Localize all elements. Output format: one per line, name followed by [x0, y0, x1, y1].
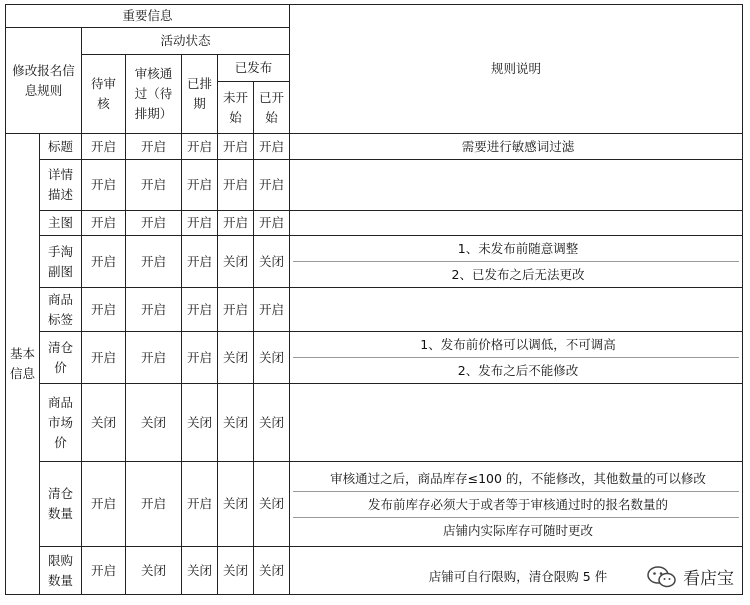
rule-note-cell [290, 332, 743, 384]
status-cell: 关闭 [254, 547, 290, 595]
field-label: 标题 [40, 134, 82, 160]
wechat-logo-icon [647, 566, 677, 588]
rule-note: 店铺内实际库存可随时更改 [293, 517, 739, 543]
rule-note-cell [290, 288, 743, 332]
status-cell: 开启 [218, 160, 254, 211]
status-cell: 关闭 [254, 236, 290, 288]
status-cell: 开启 [126, 462, 182, 547]
table-row [6, 134, 743, 160]
rule-note-cell [290, 134, 743, 160]
rule-note: 需要进行敏感词过滤 [461, 139, 575, 154]
field-label: 主图 [40, 211, 82, 236]
rules-desc-header: 规则说明 [290, 5, 743, 134]
status-cell: 关闭 [126, 547, 182, 595]
status-cell: 关闭 [218, 384, 254, 462]
field-label: 清仓价 [40, 332, 82, 384]
status-cell: 开启 [126, 332, 182, 384]
rule-note: 2、已发布之后无法更改 [293, 261, 739, 287]
table-row [6, 384, 743, 462]
table-row [6, 288, 743, 332]
status-cell: 开启 [218, 288, 254, 332]
status-cell: 关闭 [218, 462, 254, 547]
not-started-header: 未开始 [218, 82, 254, 134]
status-cell: 开启 [126, 211, 182, 236]
status-cell: 开启 [254, 288, 290, 332]
rule-note: 店铺可自行限购，清仓限购 5 件 [428, 568, 608, 584]
status-cell: 开启 [254, 211, 290, 236]
field-label: 商品市场价 [40, 384, 82, 462]
rule-note-cell [290, 236, 743, 288]
status-cell: 开启 [126, 160, 182, 211]
field-label: 商品标签 [40, 288, 82, 332]
status-cell: 开启 [182, 160, 218, 211]
scheduled-header: 已排期 [182, 55, 218, 134]
status-cell: 开启 [126, 134, 182, 160]
status-cell: 开启 [126, 288, 182, 332]
table-row [6, 332, 743, 384]
table-row [6, 211, 743, 236]
status-cell: 开启 [126, 236, 182, 288]
status-cell: 开启 [82, 236, 126, 288]
status-cell: 开启 [82, 160, 126, 211]
field-label: 手淘副图 [40, 236, 82, 288]
published-header: 已发布 [218, 55, 290, 82]
status-cell: 开启 [182, 211, 218, 236]
status-cell: 开启 [254, 134, 290, 160]
table-row [6, 547, 743, 595]
status-cell: 关闭 [182, 384, 218, 462]
status-cell: 关闭 [182, 547, 218, 595]
group-label: 基本信息 [6, 134, 40, 595]
rule-note: 发布前库存必须大于或者等于审核通过时的报名数量的 [293, 491, 739, 517]
important-info-header: 重要信息 [6, 5, 290, 28]
rule-note-cell [290, 462, 743, 547]
pending-review-header: 待审核 [82, 55, 126, 134]
field-label: 清仓数量 [40, 462, 82, 547]
status-cell: 关闭 [82, 384, 126, 462]
table-row [6, 160, 743, 211]
status-cell: 开启 [182, 288, 218, 332]
status-cell: 开启 [218, 134, 254, 160]
field-label: 限购数量 [40, 547, 82, 595]
status-cell: 开启 [218, 211, 254, 236]
status-cell: 开启 [82, 332, 126, 384]
status-cell: 开启 [182, 134, 218, 160]
status-cell: 开启 [82, 288, 126, 332]
rule-note: 1、未发布前随意调整 [457, 241, 579, 256]
table-row [6, 236, 743, 288]
status-cell: 关闭 [218, 547, 254, 595]
rule-note: 审核通过之后，商品库存≤100 的，不能修改，其他数量的可以修改 [330, 470, 706, 486]
status-cell: 关闭 [218, 236, 254, 288]
status-cell: 开启 [182, 236, 218, 288]
status-cell: 关闭 [254, 384, 290, 462]
rule-note: 2、发布之后不能修改 [293, 357, 739, 383]
rule-note: 1、发布前价格可以调低，不可调高 [420, 337, 616, 352]
approved-header: 审核通过（待排期） [126, 55, 182, 134]
started-header: 已开始 [254, 82, 290, 134]
activity-status-header: 活动状态 [82, 28, 290, 55]
status-cell: 开启 [82, 211, 126, 236]
status-cell: 关闭 [254, 462, 290, 547]
row-label-header: 修改报名信息规则 [6, 28, 82, 134]
rule-note-cell [290, 384, 743, 462]
status-cell: 关闭 [218, 332, 254, 384]
status-cell: 关闭 [254, 332, 290, 384]
table-row [6, 462, 743, 547]
watermark-text: 看店宝 [683, 569, 734, 589]
field-label: 详情描述 [40, 160, 82, 211]
status-cell: 开启 [82, 547, 126, 595]
watermark [643, 562, 738, 591]
status-cell: 开启 [254, 160, 290, 211]
rule-note-cell [290, 160, 743, 211]
status-cell: 开启 [182, 332, 218, 384]
status-cell: 开启 [182, 462, 218, 547]
status-cell: 关闭 [126, 384, 182, 462]
status-cell: 开启 [82, 134, 126, 160]
rules-table [5, 4, 743, 595]
rule-note-cell [290, 211, 743, 236]
status-cell: 开启 [82, 462, 126, 547]
